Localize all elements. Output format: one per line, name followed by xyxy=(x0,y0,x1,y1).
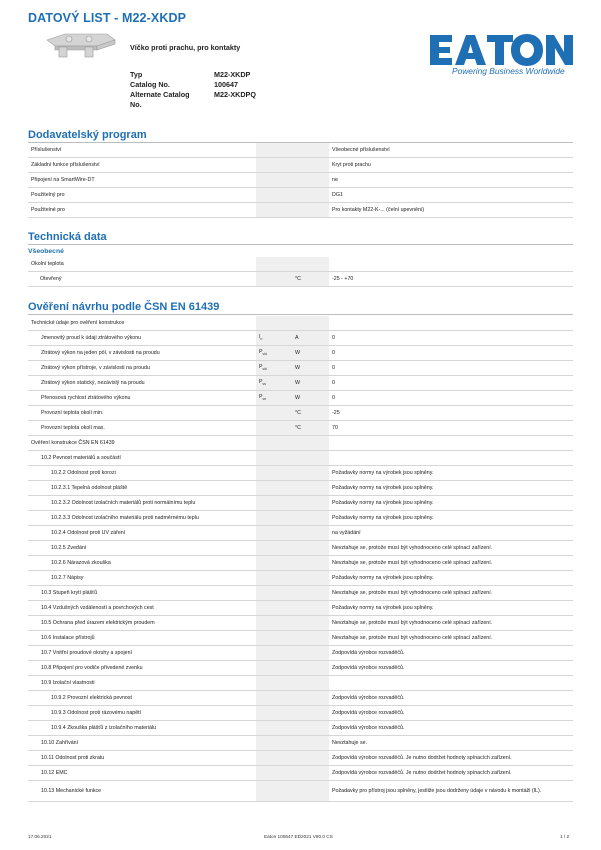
row-label: Otevřený xyxy=(28,272,256,287)
row-value: ne xyxy=(329,173,573,188)
row-value: Nevztahuje se. xyxy=(329,736,573,751)
row-value: 70 xyxy=(329,421,573,436)
row-value: Požadavky normy na výrobek jsou splněny. xyxy=(329,571,573,586)
row-value: 0 xyxy=(329,346,573,361)
row-value: Požadavky normy na výrobek jsou splněny. xyxy=(329,481,573,496)
table-row xyxy=(28,173,573,188)
table-row xyxy=(28,586,573,601)
table-row xyxy=(28,646,573,661)
row-unit xyxy=(292,706,329,721)
row-unit: A xyxy=(292,331,329,346)
row-unit xyxy=(292,736,329,751)
table-row xyxy=(28,436,573,451)
id-value: M22-XKDPQ xyxy=(214,90,256,99)
tagline: Powering Business Worldwide xyxy=(452,66,565,76)
table-row xyxy=(28,466,573,481)
symbol-main: P xyxy=(259,394,263,401)
row-symbol xyxy=(256,316,292,331)
table-row xyxy=(28,556,573,571)
row-label: 10.2.3.2 Odolnost izolačních materiálů proti normálnímu teplu xyxy=(28,496,256,511)
footer-date: 17.06.2021 xyxy=(28,834,52,839)
row-value: -25 xyxy=(329,406,573,421)
table-row xyxy=(28,706,573,721)
row-unit: W xyxy=(292,376,329,391)
row-value xyxy=(329,676,573,691)
row-label: 10.9 Izolační vlastnosti xyxy=(28,676,256,691)
row-symbol xyxy=(256,257,292,272)
row-value: Zodpovídá výrobce rozvaděčů. xyxy=(329,706,573,721)
section-heading-tech: Technická data xyxy=(28,231,573,245)
row-value: Nevztahuje se, protože musí být vyhodnoceno celé spínací zařízení. xyxy=(329,586,573,601)
row-label: Technické údaje pro ověření konstrukce xyxy=(28,316,256,331)
row-unit xyxy=(292,781,329,802)
table-row xyxy=(28,571,573,586)
row-symbol xyxy=(256,571,292,586)
row-label: Jmenovitý proud k údaji ztrátového výkonu xyxy=(28,331,256,346)
product-name: Víčko proti prachu, pro kontakty xyxy=(130,43,241,52)
row-spacer xyxy=(256,158,329,173)
row-value: Požadavky normy na výrobek jsou splněny. xyxy=(329,601,573,616)
row-label: Použitelný pro xyxy=(28,188,256,203)
row-label: 10.5 Ochrana před úrazem elektrickým proudem xyxy=(28,616,256,631)
table-row xyxy=(28,736,573,751)
table-row xyxy=(28,661,573,676)
row-symbol xyxy=(256,331,292,346)
row-label: 10.2 Pevnost materiálů a součástí xyxy=(28,451,256,466)
row-label: 10.13 Mechanické funkce xyxy=(28,781,256,802)
row-label: 10.9.4 Zkouška plášťů z izolačního materiálu xyxy=(28,721,256,736)
row-unit xyxy=(292,571,329,586)
row-unit xyxy=(292,751,329,766)
row-value: DG1 xyxy=(329,188,573,203)
row-label: 10.8 Připojení pro vodiče přivedené zvenku xyxy=(28,661,256,676)
row-label: 10.4 Vzdušných vzdáleností a povrchových cest xyxy=(28,601,256,616)
table-row xyxy=(28,766,573,781)
row-unit xyxy=(292,257,329,272)
symbol-main: P xyxy=(259,364,263,371)
row-symbol xyxy=(256,736,292,751)
row-symbol xyxy=(256,346,292,361)
row-unit: °C xyxy=(292,421,329,436)
row-unit xyxy=(292,586,329,601)
row-unit: W xyxy=(292,346,329,361)
row-spacer xyxy=(256,203,329,218)
row-value: Zodpovídá výrobce rozvaděčů. xyxy=(329,721,573,736)
row-unit xyxy=(292,316,329,331)
id-row-type xyxy=(130,70,256,80)
table-row xyxy=(28,143,573,158)
row-symbol xyxy=(256,272,292,287)
id-row-alt-catalog xyxy=(130,90,256,110)
row-value: Nevztahuje se, protože musí být vyhodnoceno celé spínací zařízení. xyxy=(329,541,573,556)
row-label: Připojení na SmartWire-DT xyxy=(28,173,256,188)
table-row xyxy=(28,496,573,511)
row-value: Požadavky normy na výrobek jsou splněny. xyxy=(329,511,573,526)
symbol-main: P xyxy=(259,349,263,356)
table-row xyxy=(28,257,573,272)
row-unit xyxy=(292,721,329,736)
row-unit xyxy=(292,691,329,706)
row-symbol xyxy=(256,451,292,466)
table-row xyxy=(28,781,573,802)
row-value: Kryt proti prachu xyxy=(329,158,573,173)
row-unit xyxy=(292,466,329,481)
product-identification xyxy=(130,70,256,110)
row-spacer xyxy=(360,257,573,272)
row-symbol xyxy=(256,721,292,736)
row-unit: °C xyxy=(292,406,329,421)
row-symbol xyxy=(256,481,292,496)
row-label: 10.11 Odolnost proti zkratu xyxy=(28,751,256,766)
product-image xyxy=(45,28,117,60)
row-value: Nevztahuje se, protože musí být vyhodnoceno celé spínací zařízení. xyxy=(329,616,573,631)
row-symbol xyxy=(256,586,292,601)
table-row xyxy=(28,616,573,631)
table-row xyxy=(28,541,573,556)
symbol-subscript: n xyxy=(260,337,263,342)
table-row xyxy=(28,451,573,466)
row-value: Požadavky normy na výrobek jsou splněny. xyxy=(329,466,573,481)
row-symbol xyxy=(256,631,292,646)
table-row xyxy=(28,406,573,421)
row-symbol xyxy=(256,541,292,556)
design-table xyxy=(28,316,573,802)
row-symbol xyxy=(256,421,292,436)
row-value: Zodpovídá výrobce rozvaděčů. xyxy=(329,691,573,706)
row-value xyxy=(329,451,573,466)
row-value: 0 xyxy=(329,391,573,406)
symbol-subscript: vid xyxy=(262,367,267,372)
row-label: 10.7 Vnitřní proudové okruhy a spojení xyxy=(28,646,256,661)
row-value xyxy=(329,257,360,272)
row-symbol xyxy=(256,376,292,391)
table-row xyxy=(28,721,573,736)
table-row xyxy=(28,188,573,203)
row-value: Nevztahuje se, protože musí být vyhodnoceno celé spínací zařízení. xyxy=(329,631,573,646)
footer-page: 1 / 2 xyxy=(560,834,570,839)
symbol-main: I xyxy=(259,334,261,341)
row-value: Zodpovídá výrobce rozvaděčů. Je nutno dodržet hodnoty spínacích zařízení. xyxy=(329,766,573,781)
row-value: 0 xyxy=(329,376,573,391)
row-unit xyxy=(292,496,329,511)
row-value: 0 xyxy=(329,361,573,376)
row-spacer xyxy=(256,188,329,203)
row-symbol xyxy=(256,646,292,661)
id-label: Catalog No. xyxy=(130,80,170,89)
row-label: Ztrátový výkon statický, nezávislý na proudu xyxy=(28,376,256,391)
row-value: Požadavky normy na výrobek jsou splněny. xyxy=(329,496,573,511)
row-value: Požadavky pro přístroj jsou splněny, jestliže jsou dodrženy údaje v návodu k montáži (IL). xyxy=(329,781,573,802)
symbol-subscript: vid xyxy=(262,352,267,357)
table-row xyxy=(28,511,573,526)
table-row xyxy=(28,601,573,616)
table-row xyxy=(28,331,573,346)
row-value: Zodpovídá výrobce rozvaděčů. xyxy=(329,661,573,676)
tech-table xyxy=(28,257,573,287)
row-symbol xyxy=(256,496,292,511)
id-value: 100647 xyxy=(214,80,238,89)
table-row xyxy=(28,526,573,541)
row-unit: W xyxy=(292,391,329,406)
row-label: 10.6 Instalace přístrojů xyxy=(28,631,256,646)
row-label: 10.2.2 Odolnost proti korozi xyxy=(28,466,256,481)
row-symbol xyxy=(256,676,292,691)
table-row xyxy=(28,203,573,218)
table-row xyxy=(28,691,573,706)
page-title: DATOVÝ LIST - M22-XKDP xyxy=(28,11,187,25)
row-symbol xyxy=(256,391,292,406)
row-symbol xyxy=(256,601,292,616)
row-label: 10.2.5 Zvedání xyxy=(28,541,256,556)
row-label: 10.9.2 Provozní elektrická pevnost xyxy=(28,691,256,706)
table-row xyxy=(28,631,573,646)
row-label: Přenosová rychlost ztrátového výkonu xyxy=(28,391,256,406)
supplier-table xyxy=(28,143,573,218)
table-row xyxy=(28,421,573,436)
row-label: 10.10 Zahřívání xyxy=(28,736,256,751)
table-row xyxy=(28,376,573,391)
section-heading-design: Ověření návrhu podle ČSN EN 61439 xyxy=(28,301,573,315)
row-value xyxy=(329,436,573,451)
row-label: Ztrátový výkon přístroje, v závislosti na proudu xyxy=(28,361,256,376)
row-unit xyxy=(292,661,329,676)
row-spacer xyxy=(256,173,329,188)
row-symbol xyxy=(256,436,292,451)
symbol-main: P xyxy=(259,379,263,386)
row-label: Ověření konstrukce ČSN EN 61439 xyxy=(28,436,256,451)
table-row xyxy=(28,272,573,287)
table-row xyxy=(28,481,573,496)
row-value: Všeobecné příslušenství xyxy=(329,143,573,158)
row-label: 10.2.3.3 Odolnost izolačního materiálu proti nadměrnému teplu xyxy=(28,511,256,526)
row-unit: °C xyxy=(292,272,329,287)
subsection-heading-general: Všeobecné xyxy=(28,248,64,255)
row-label: 10.2.3.1 Tepelná odolnost pláště xyxy=(28,481,256,496)
symbol-subscript: vs xyxy=(262,382,266,387)
id-label: Alternate Catalog No. xyxy=(130,90,190,109)
row-label: 10.12 EMC xyxy=(28,766,256,781)
table-row xyxy=(28,676,573,691)
row-value: Pro kontakty M22-K-... (čelní upevnění) xyxy=(329,203,573,218)
row-symbol xyxy=(256,466,292,481)
row-unit xyxy=(292,451,329,466)
row-symbol xyxy=(256,556,292,571)
row-label: 10.3 Stupeň krytí plášťů xyxy=(28,586,256,601)
table-row xyxy=(28,316,573,331)
row-symbol xyxy=(256,661,292,676)
row-symbol xyxy=(256,751,292,766)
row-label: 10.2.7 Nápisy xyxy=(28,571,256,586)
row-unit xyxy=(292,631,329,646)
section-heading-supplier: Dodavatelský program xyxy=(28,129,573,143)
row-label: Okolní teplota xyxy=(28,257,256,272)
row-symbol xyxy=(256,406,292,421)
row-symbol xyxy=(256,706,292,721)
row-symbol xyxy=(256,526,292,541)
row-unit xyxy=(292,436,329,451)
table-row xyxy=(28,158,573,173)
row-symbol xyxy=(256,781,292,802)
id-label: Typ xyxy=(130,70,143,79)
row-unit xyxy=(292,676,329,691)
row-unit xyxy=(292,481,329,496)
row-symbol xyxy=(256,691,292,706)
table-row xyxy=(28,391,573,406)
row-unit xyxy=(292,766,329,781)
row-label: Ztrátový výkon na jeden pól, v závislosti na proudu xyxy=(28,346,256,361)
row-symbol xyxy=(256,766,292,781)
row-label: Provozní teplota okolí max. xyxy=(28,421,256,436)
table-row xyxy=(28,751,573,766)
row-spacer xyxy=(256,143,329,158)
row-unit xyxy=(292,616,329,631)
row-value: -25 - +70 xyxy=(329,272,360,287)
row-unit xyxy=(292,556,329,571)
row-unit xyxy=(292,541,329,556)
table-row xyxy=(28,361,573,376)
row-value: Nevztahuje se, protože musí být vyhodnoceno celé spínací zařízení. xyxy=(329,556,573,571)
row-label: Příslušenství xyxy=(28,143,256,158)
row-value: Zodpovídá výrobce rozvaděčů. Je nutno dodržet hodnoty spínacích zařízení. xyxy=(329,751,573,766)
symbol-subscript: ve xyxy=(262,397,267,402)
row-label: 10.2.4 Odolnost proti UV záření xyxy=(28,526,256,541)
id-row-catalog xyxy=(130,80,256,90)
row-spacer xyxy=(360,272,573,287)
row-unit xyxy=(292,601,329,616)
row-value xyxy=(329,316,573,331)
row-unit xyxy=(292,526,329,541)
row-value: na vyžádání xyxy=(329,526,573,541)
row-unit: W xyxy=(292,361,329,376)
row-label: Základní funkce příslušenství xyxy=(28,158,256,173)
row-symbol xyxy=(256,616,292,631)
row-unit xyxy=(292,646,329,661)
row-value: Zodpovídá výrobce rozvaděčů. xyxy=(329,646,573,661)
row-label: 10.2.6 Nárazová zkouška xyxy=(28,556,256,571)
id-value: M22-XKDP xyxy=(214,70,251,79)
row-label: Provozní teplota okolí min. xyxy=(28,406,256,421)
row-label: 10.9.3 Odolnost proti rázovému napětí xyxy=(28,706,256,721)
footer-doc: Eaton 100647 ED2021 V80.0 CS xyxy=(264,834,333,839)
row-unit xyxy=(292,511,329,526)
row-label: Použitelné pro xyxy=(28,203,256,218)
row-symbol xyxy=(256,361,292,376)
row-symbol xyxy=(256,511,292,526)
row-value: 0 xyxy=(329,331,573,346)
table-row xyxy=(28,346,573,361)
